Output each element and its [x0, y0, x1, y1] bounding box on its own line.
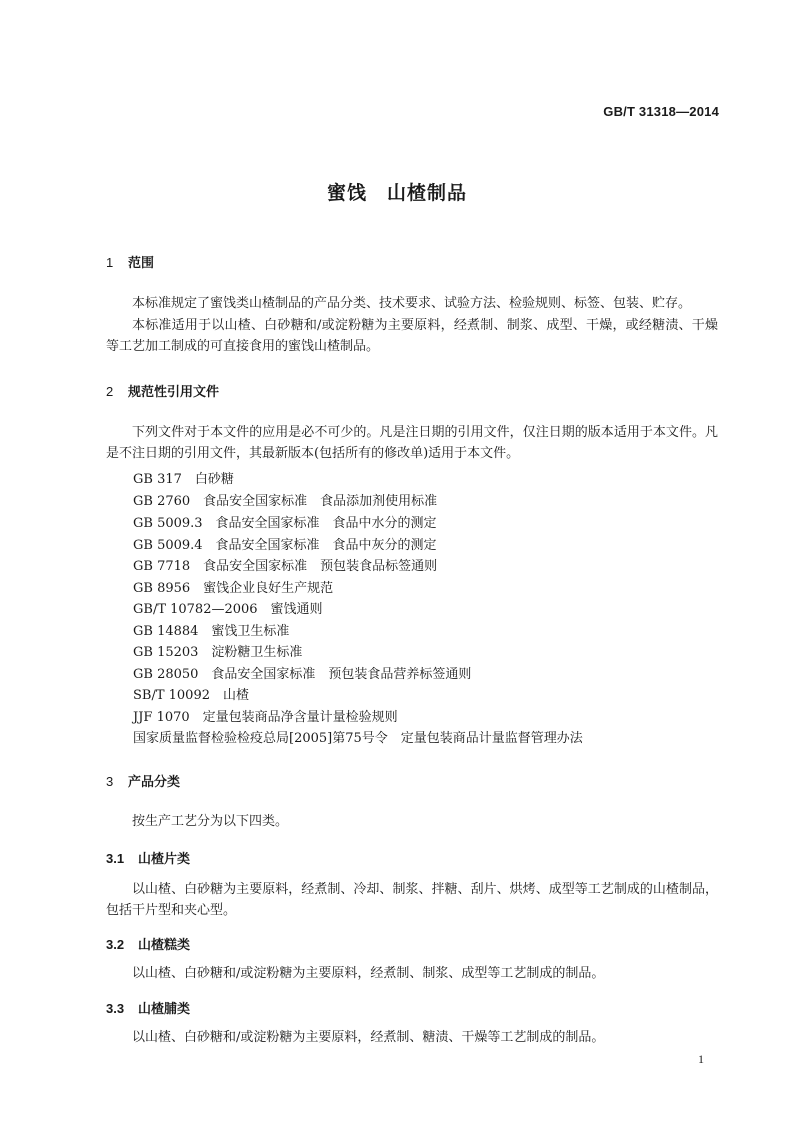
reference-item: GB 5009.4 食品安全国家标准 食品中灰分的测定 [133, 538, 437, 553]
subsection-title: 山楂片类 [138, 852, 191, 867]
subsection-3-1-text: 以山楂、白砂糖为主要原料，经煮制、冷却、制浆、拌糖、刮片、烘烤、成型等工艺制成的山楂制品，包括干片型和夹心型。 [106, 882, 718, 918]
reference-item: GB 2760 食品安全国家标准 食品添加剂使用标准 [133, 494, 438, 509]
reference-item: 国家质量监督检验检疫总局[2005]第75号令 定量包装商品计量监督管理办法 [133, 731, 583, 746]
subsection-number: 3.3 [106, 1001, 125, 1016]
section-title: 产品分类 [128, 775, 181, 790]
subsection-number: 3.1 [106, 851, 125, 866]
section-1-heading [106, 252, 154, 271]
section-number: 1 [106, 255, 114, 270]
section-1-paragraph-2: 本标准适用于以山楂、白砂糖和/或淀粉糖为主要原料，经煮制、制浆、成型、干燥，或经糖渍、干燥等工艺加工制成的可直接食用的蜜饯山楂制品。 [106, 318, 718, 354]
section-title: 规范性引用文件 [128, 385, 220, 400]
section-2-heading [106, 381, 219, 400]
subsection-3-3-text: 以山楂、白砂糖和/或淀粉糖为主要原料，经煮制、糖渍、干燥等工艺制成的制品。 [132, 1030, 605, 1045]
reference-item: JJF 1070 定量包装商品净含量计量检验规则 [133, 710, 398, 725]
subsection-3-1-heading [106, 848, 190, 867]
reference-item: GB 28050 食品安全国家标准 预包装食品营养标签通则 [133, 667, 472, 682]
reference-item: SB/T 10092 山楂 [133, 688, 249, 703]
reference-item: GB 15203 淀粉糖卫生标准 [133, 645, 303, 660]
section-3-intro: 按生产工艺分为以下四类。 [132, 814, 289, 829]
subsection-title: 山楂脯类 [138, 1002, 191, 1017]
subsection-number: 3.2 [106, 937, 125, 952]
subsection-3-3-heading [106, 998, 190, 1017]
reference-item: GB 317 白砂糖 [133, 472, 234, 487]
section-number: 3 [106, 774, 114, 789]
reference-item: GB 7718 食品安全国家标准 预包装食品标签通则 [133, 559, 438, 574]
reference-item: GB/T 10782—2006 蜜饯通则 [133, 602, 323, 617]
section-1-paragraph-1: 本标准规定了蜜饯类山楂制品的产品分类、技术要求、试验方法、检验规则、标签、包装、贮存。 [132, 296, 692, 311]
subsection-3-2-heading [106, 934, 190, 953]
page-number: 1 [698, 1052, 704, 1066]
section-2-intro: 下列文件对于本文件的应用是必不可少的。凡是注日期的引用文件，仅注日期的版本适用于本文件。凡是不注日期的引用文件，其最新版本(包括所有的修改单)适用于本文件。 [106, 425, 718, 461]
document-title: 蜜饯 山楂制品 [326, 182, 467, 204]
subsection-3-2-text: 以山楂、白砂糖和/或淀粉糖为主要原料，经煮制、制浆、成型等工艺制成的制品。 [132, 966, 605, 981]
section-number: 2 [106, 384, 114, 399]
reference-item: GB 5009.3 食品安全国家标准 食品中水分的测定 [133, 516, 437, 531]
reference-item: GB 8956 蜜饯企业良好生产规范 [133, 581, 334, 596]
standard-number: GB/T 31318—2014 [603, 104, 719, 119]
section-3-heading [106, 771, 180, 790]
subsection-title: 山楂糕类 [138, 938, 191, 953]
reference-item: GB 14884 蜜饯卫生标准 [133, 624, 290, 639]
section-title: 范围 [128, 256, 155, 271]
